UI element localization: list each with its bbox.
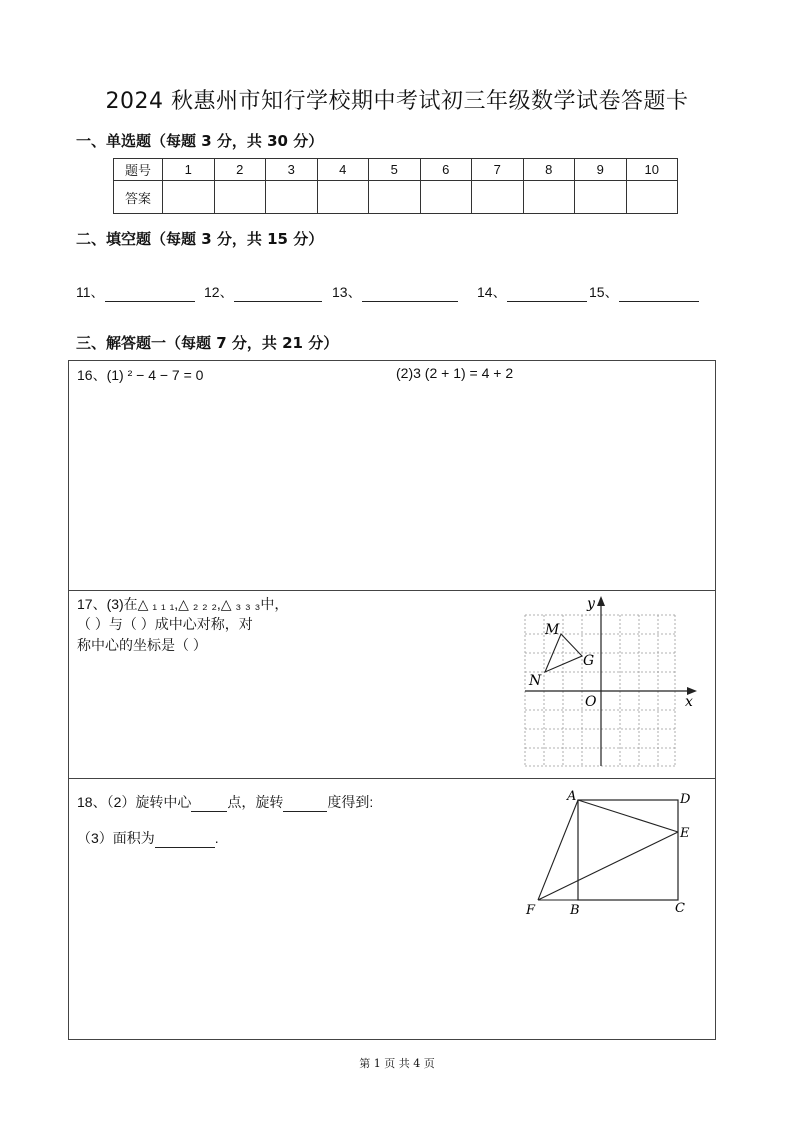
q-number: 1 xyxy=(163,159,215,181)
q17-line2: （ ）与（ ）成中心对称，对 xyxy=(77,616,253,632)
q18-text-e: . xyxy=(214,830,219,846)
answer-cell[interactable] xyxy=(523,181,575,214)
fill-item-12 xyxy=(204,282,322,302)
fill-label: 15、 xyxy=(589,284,619,300)
q16-answer-box[interactable] xyxy=(68,360,716,591)
q18-text-b: 点，旋转 xyxy=(227,794,284,810)
fill-blank-14[interactable] xyxy=(507,287,587,302)
answer-cell[interactable] xyxy=(266,181,318,214)
fill-item-15 xyxy=(589,282,699,302)
q-number: 3 xyxy=(266,159,318,181)
label-x: x xyxy=(685,694,693,710)
q16-part1: 16、(1) ² − 4 − 7 = 0 xyxy=(77,367,204,383)
label-A: A xyxy=(567,789,577,804)
rotation-center-blank[interactable] xyxy=(191,797,227,812)
label-y: y xyxy=(587,596,595,612)
q-number: 5 xyxy=(369,159,421,181)
section2-heading: 二、填空题（每题 3 分，共 15 分） xyxy=(76,230,324,248)
segment-fe xyxy=(538,832,678,900)
q-number: 8 xyxy=(523,159,575,181)
answer-cell[interactable] xyxy=(420,181,472,214)
fill-label: 13、 xyxy=(332,284,362,300)
q-number: 7 xyxy=(472,159,524,181)
label-M: M xyxy=(545,622,560,638)
q-number: 6 xyxy=(420,159,472,181)
label-E: E xyxy=(680,826,690,841)
q-number: 2 xyxy=(214,159,266,181)
answer-cell[interactable] xyxy=(214,181,266,214)
fill-item-14 xyxy=(477,282,587,302)
answer-table xyxy=(113,158,678,214)
q-number: 10 xyxy=(626,159,678,181)
q18-line1 xyxy=(77,792,373,812)
y-axis-arrow xyxy=(597,596,605,606)
q18-line2 xyxy=(77,828,219,848)
label-N: N xyxy=(529,673,542,689)
square-abcd xyxy=(578,800,678,900)
page-title: 2024 秋惠州市知行学校期中考试初三年级数学试卷答题卡 xyxy=(105,89,689,114)
fill-blank-13[interactable] xyxy=(362,287,458,302)
q-number: 4 xyxy=(317,159,369,181)
answer-cell[interactable] xyxy=(626,181,678,214)
fill-label: 11、 xyxy=(76,284,105,300)
segment-fa xyxy=(538,800,578,900)
label-D: D xyxy=(680,792,691,807)
fill-blank-11[interactable] xyxy=(105,287,195,302)
q18-text-c: 度得到: xyxy=(327,794,374,810)
label-O: O xyxy=(585,694,597,710)
fill-blank-15[interactable] xyxy=(619,287,699,302)
segment-ae xyxy=(578,800,678,832)
q16-part2: (2)3 (2 + 1) = 4 + 2 xyxy=(396,365,514,381)
answer-cell[interactable] xyxy=(369,181,421,214)
q17-line1: 17、(3)在△ ₁ ₁ ₁,△ ₂ ₂ ₂,△ ₃ ₃ ₃中， xyxy=(77,596,289,612)
fill-label: 14、 xyxy=(477,284,507,300)
area-blank[interactable] xyxy=(155,833,215,848)
rotation-degree-blank[interactable] xyxy=(283,797,327,812)
q18-text-d: （3）面积为 xyxy=(77,830,155,846)
q18-text-a: 18、（2）旋转中心 xyxy=(77,794,192,810)
answer-cell[interactable] xyxy=(163,181,215,214)
square-rotation-figure xyxy=(520,786,710,920)
answer-cell[interactable] xyxy=(317,181,369,214)
label-C: C xyxy=(675,901,685,916)
q17-line3: 称中心的坐标是（ ） xyxy=(77,637,207,653)
label-G: G xyxy=(583,653,595,669)
fill-blank-12[interactable] xyxy=(234,287,322,302)
fill-label: 12、 xyxy=(204,284,234,300)
section1-heading: 一、单选题（每题 3 分，共 30 分） xyxy=(76,132,324,150)
answer-cell[interactable] xyxy=(575,181,627,214)
section3-heading: 三、解答题一（每题 7 分，共 21 分） xyxy=(76,334,339,352)
row-label-answer: 答案 xyxy=(114,181,163,214)
page-footer: 第 1 页 共 4 页 xyxy=(359,1057,435,1070)
q-number: 9 xyxy=(575,159,627,181)
fill-item-13 xyxy=(332,282,458,302)
coordinate-grid-figure xyxy=(515,592,705,774)
row-label-number: 题号 xyxy=(114,159,163,181)
answer-cell[interactable] xyxy=(472,181,524,214)
label-B: B xyxy=(570,903,580,918)
label-F: F xyxy=(526,903,536,918)
fill-item-11 xyxy=(76,282,195,302)
